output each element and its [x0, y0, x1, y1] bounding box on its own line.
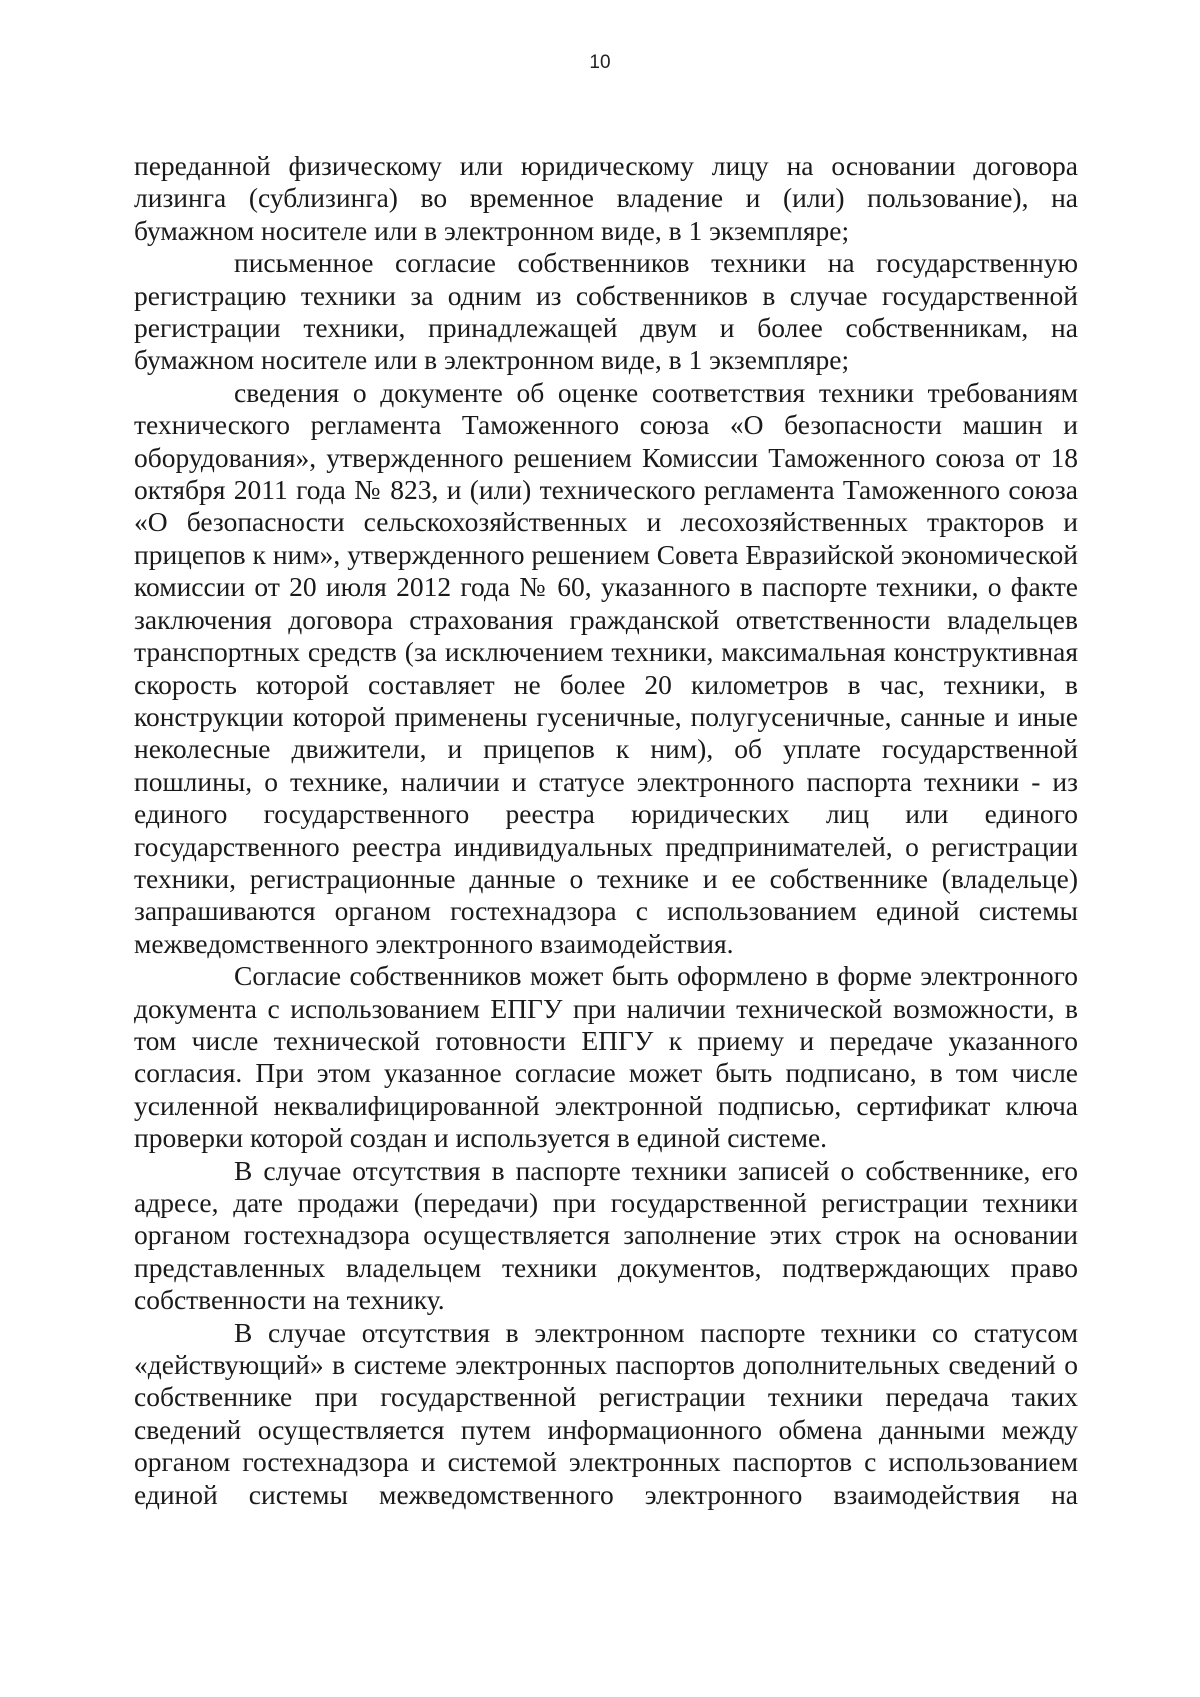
- paragraph-owners-consent: Согласие собственников может быть оформлено в форме электронного документа с использованием ЕПГУ при наличии технической возможности, в том числе технической готовности ЕПГУ к приему и передаче указанного согласия. При этом указанное согласие может быть подписано, в том числе усиленной неквалифицированной электронной подписью, сертификат ключа проверки которой создан и используется в единой системе.: [134, 960, 1078, 1154]
- paragraph-written-consent: письменное согласие собственников техники на государственную регистрацию техники за одним из собственников в случае государственной регистрации техники, принадлежащей двум и более собственникам, на бумажном носителе или в электронном виде, в 1 экземпляре;: [134, 247, 1078, 376]
- paragraph-missing-records: В случае отсутствия в паспорте техники записей о собственнике, его адресе, дате продажи (передачи) при государственной регистрации техники органом гостехнадзора осуществляется заполнение этих строк на основании представленных владельцем техники документов, подтверждающих право собственности на технику.: [134, 1154, 1078, 1316]
- page-number: 10: [589, 52, 611, 73]
- paragraph-continuation: переданной физическому или юридическому лицу на основании договора лизинга (сублизинга) во временное владение и (или) пользование), на бумажном носителе или в электронном виде, в 1 экземпляре;: [134, 150, 1078, 246]
- document-body: [134, 150, 1078, 1511]
- paragraph-conformity-info: сведения о документе об оценке соответствия техники требованиям технического регламента Таможенного союза «О безопасности машин и оборудования», утвержденного решением Комиссии Таможенного союза от 18 октября 2011 года № 823, и (или) технического регламента Таможенного союза «О безопасности сельскохозяйственных и лесохозяйственных тракторов и прицепов к ним», утвержденного решением Совета Евразийской экономической комиссии от 20 июля 2012 года № 60, указанного в паспорте техники, о факте заключения договора страхования гражданской ответственности владельцев транспортных средств (за исключением техники, максимальная конструктивная скорость которой составляет не более 20 километров в час, техники, в конструкции которой применены гусеничные, полугусеничные, санные и иные неколесные движители, и прицепов к ним), об уплате государственной пошлины, о технике, наличии и статусе электронного паспорта техники - из единого государственного реестра юридических лиц или единого государственного реестра индивидуальных предпринимателей, о регистрации техники, регистрационные данные о технике и ее собственнике (владельце) запрашиваются органом гостехнадзора с использованием единой системы межведомственного электронного взаимодействия.: [134, 376, 1078, 959]
- paragraph-electronic-passport: В случае отсутствия в электронном паспорте техники со статусом «действующий» в системе электронных паспортов дополнительных сведений о собственнике при государственной регистрации техники передача таких сведений осуществляется путем информационного обмена данными между органом гостехнадзора и системой электронных паспортов с использованием единой системы межведомственного электронного взаимодействия на: [134, 1316, 1078, 1510]
